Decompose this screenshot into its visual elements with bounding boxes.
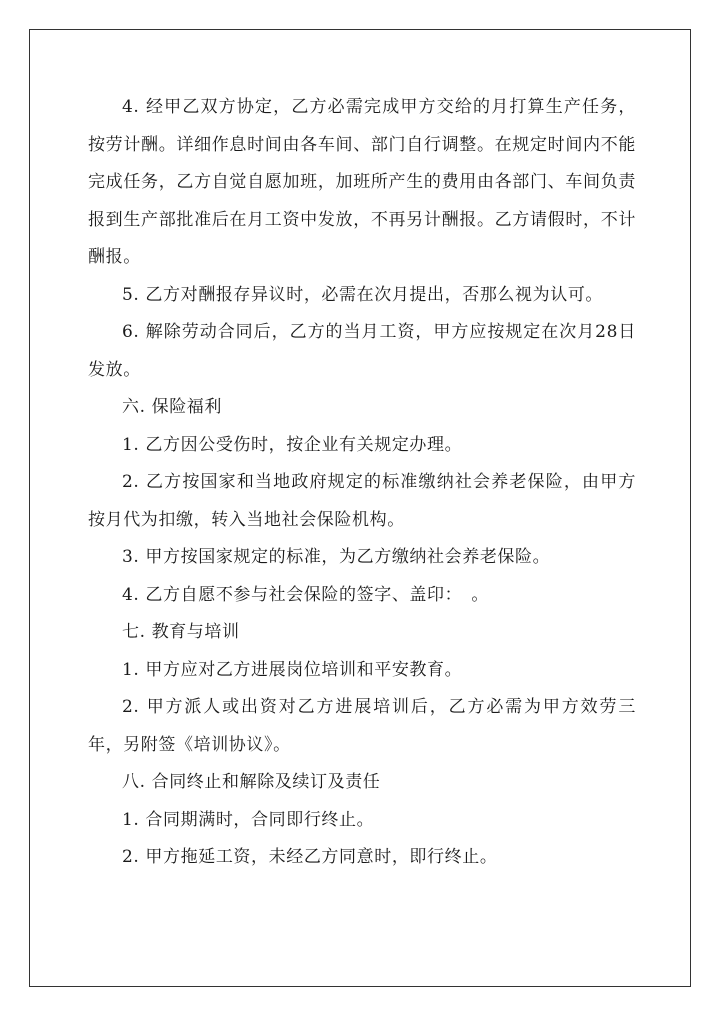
termination-item-1: 1. 合同期满时，合同即行终止。	[122, 809, 375, 830]
insurance-item-3: 3. 甲方按国家规定的标准，为乙方缴纳社会养老保险。	[122, 547, 551, 567]
clause-5-pay-objection: 5. 乙方对酬报存异议时，必需在次月提出，否那么视为认可。	[122, 284, 604, 305]
clause-4-workload: 4. 经甲乙双方协定，乙方必需完成甲方交给的月打算生产任务，按劳计酬。详细作息时间由各车间、部门自行调整。在规定时间内不能完成任务，乙方自觉自愿加班，加班所产生的费用由各部门、车间负责报到生产部批准后在月工资中发放，不再另计酬报。乙方请假时，不计酬报。	[88, 97, 636, 267]
document-body	[88, 89, 636, 877]
insurance-item-2: 2. 乙方按国家和当地政府规定的标准缴纳社会养老保险，由甲方按月代为扣缴，转入当地社会保险机构。	[88, 472, 636, 530]
section-heading-termination: 八. 合同终止和解除及续订及责任	[122, 772, 381, 792]
insurance-item-4: 4. 乙方自愿不参与社会保险的签字、盖印： 。	[122, 584, 489, 605]
termination-item-2: 2. 甲方拖延工资，未经乙方同意时，即行终止。	[122, 847, 498, 867]
section-heading-insurance: 六. 保险福利	[122, 397, 223, 417]
training-item-1: 1. 甲方应对乙方进展岗位培训和平安教育。	[122, 659, 463, 680]
clause-6-final-wage: 6. 解除劳动合同后，乙方的当月工资，甲方应按规定在次月28日发放。	[88, 322, 636, 380]
insurance-item-1: 1. 乙方因公受伤时，按企业有关规定办理。	[122, 434, 463, 455]
section-heading-training: 七. 教育与培训	[122, 622, 240, 642]
training-item-2: 2. 甲方派人或出资对乙方进展培训后，乙方必需为甲方效劳三年，另附签《培训协议》。	[88, 697, 636, 755]
